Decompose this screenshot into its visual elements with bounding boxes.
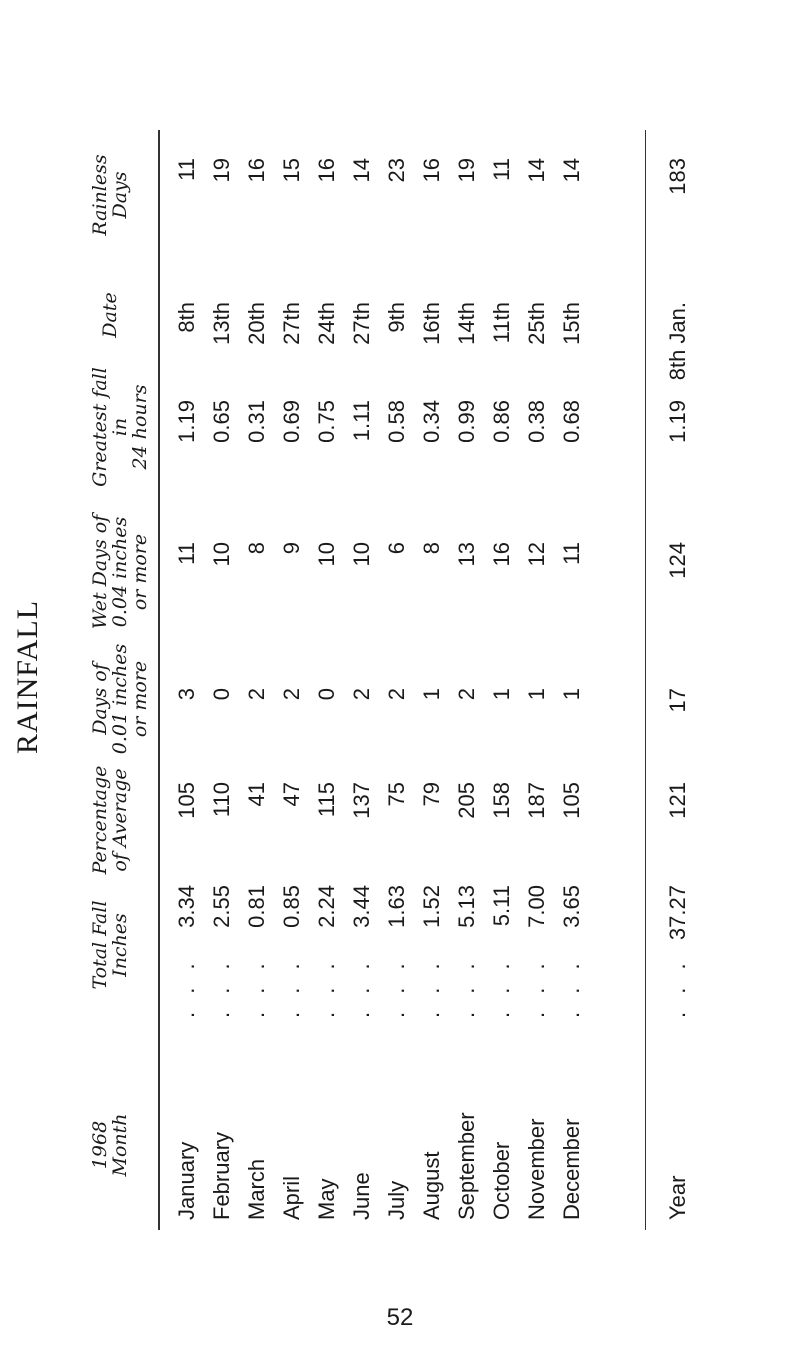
cell-greatest: 0.69 xyxy=(279,400,304,443)
header-total-line1: Total Fall xyxy=(89,900,111,990)
page-title: RAINFALL xyxy=(11,599,44,755)
cell-total: 5.13 xyxy=(454,885,479,928)
header-date-label: Date xyxy=(99,292,121,338)
cell-total: 0.85 xyxy=(279,885,304,928)
cell-date: 15th xyxy=(559,302,584,345)
rainfall-table xyxy=(90,130,730,1230)
cell-month: December xyxy=(559,1118,584,1220)
cell-month: March xyxy=(244,1158,269,1220)
cell-wet: 6 xyxy=(384,542,409,555)
cell-d001: 2 xyxy=(244,688,269,701)
cell-dots: . . . xyxy=(279,957,304,1018)
table-row xyxy=(454,130,490,1230)
header-pct-line1: Percentage xyxy=(89,765,111,875)
cell-dots: . . . xyxy=(559,957,584,1018)
header-rule xyxy=(158,130,160,1230)
table-row xyxy=(419,130,455,1230)
cell-d001: 1 xyxy=(419,688,444,701)
cell-d001: 0 xyxy=(209,688,234,701)
cell-month: November xyxy=(524,1118,549,1220)
cell-month: September xyxy=(454,1112,479,1220)
header-wet-days xyxy=(90,502,150,642)
cell-total: 2.24 xyxy=(314,885,339,928)
header-total-line2: Inches xyxy=(109,913,131,977)
cell-pct: 121 xyxy=(665,782,690,819)
table-row xyxy=(279,130,315,1230)
header-wet-line2: 0.04 inches xyxy=(109,516,131,628)
cell-rainless: 16 xyxy=(419,158,444,183)
cell-rainless: 14 xyxy=(559,158,584,183)
cell-dots: . . . xyxy=(174,957,199,1018)
cell-wet: 124 xyxy=(665,542,690,579)
header-wet-line3: or more xyxy=(129,533,151,611)
header-days-001 xyxy=(90,634,150,764)
cell-wet: 10 xyxy=(314,542,339,567)
header-rainless-line1: Rainless xyxy=(89,154,111,236)
cell-wet: 10 xyxy=(349,542,374,567)
cell-wet: 9 xyxy=(279,542,304,555)
cell-d001: 1 xyxy=(489,688,514,701)
cell-wet: 8 xyxy=(419,542,444,555)
cell-date: 20th xyxy=(244,302,269,345)
table-row xyxy=(489,130,525,1230)
cell-pct: 75 xyxy=(384,782,409,807)
table-row xyxy=(559,130,595,1230)
cell-wet: 13 xyxy=(454,542,479,567)
cell-month: July xyxy=(384,1180,409,1220)
header-month-label: Month xyxy=(109,1113,131,1177)
header-d001-line2: 0.01 inches xyxy=(109,643,131,755)
header-month xyxy=(90,1070,130,1220)
cell-d001: 1 xyxy=(559,688,584,701)
header-greatest-fall xyxy=(90,357,150,497)
cell-total: 3.65 xyxy=(559,885,584,928)
cell-d001: 2 xyxy=(349,688,374,701)
header-pct-line2: of Average xyxy=(109,768,131,872)
cell-total: 37.27 xyxy=(665,885,690,941)
header-greatest-line3: 24 hours xyxy=(129,384,151,470)
cell-pct: 105 xyxy=(559,782,584,819)
cell-pct: 79 xyxy=(419,782,444,807)
cell-total: 7.00 xyxy=(524,885,549,928)
year-rule xyxy=(645,130,646,1230)
cell-rainless: 19 xyxy=(454,158,479,183)
cell-date: 16th xyxy=(419,302,444,345)
cell-dots: . . . xyxy=(384,957,409,1018)
cell-d001: 2 xyxy=(384,688,409,701)
cell-rainless: 14 xyxy=(524,158,549,183)
cell-dots: . . . xyxy=(454,957,479,1018)
cell-month: June xyxy=(349,1172,374,1220)
cell-rainless: 11 xyxy=(489,158,514,181)
cell-date: 13th xyxy=(209,302,234,345)
cell-date: 9th xyxy=(384,302,409,333)
cell-greatest: 0.31 xyxy=(244,400,269,443)
cell-dots: . . . xyxy=(489,957,514,1018)
cell-rainless: 16 xyxy=(314,158,339,183)
cell-dots: . . . xyxy=(244,957,269,1018)
cell-d001: 2 xyxy=(454,688,479,701)
cell-date: 14th xyxy=(454,302,479,345)
cell-pct: 115 xyxy=(314,782,339,818)
cell-month: October xyxy=(489,1141,514,1220)
cell-month: Year xyxy=(665,1175,690,1220)
header-d001-line1: Days of xyxy=(89,663,111,735)
cell-total: 1.63 xyxy=(384,885,409,928)
cell-pct: 110 xyxy=(209,782,234,818)
header-wet-line1: Wet Days of xyxy=(89,514,111,630)
cell-d001: 1 xyxy=(524,688,549,701)
cell-dots: . . . xyxy=(524,957,549,1018)
table-row xyxy=(349,130,385,1230)
cell-pct: 187 xyxy=(524,782,549,819)
cell-total: 1.52 xyxy=(419,885,444,928)
cell-rainless: 15 xyxy=(279,158,304,183)
cell-month: August xyxy=(419,1151,444,1220)
cell-greatest: 1.19 xyxy=(174,400,199,443)
cell-total: 5.11 xyxy=(489,885,514,927)
header-date xyxy=(100,270,120,360)
cell-date: 27th xyxy=(349,302,374,345)
table-row xyxy=(174,130,210,1230)
table-row xyxy=(209,130,245,1230)
cell-dots: . . . xyxy=(314,957,339,1018)
cell-rainless: 19 xyxy=(209,158,234,183)
cell-greatest: 0.34 xyxy=(419,400,444,443)
cell-d001: 17 xyxy=(665,688,690,713)
table-row xyxy=(524,130,560,1230)
header-year-label: 1968 xyxy=(89,1120,111,1170)
header-d001-line3: or more xyxy=(129,660,151,738)
cell-greatest: 0.65 xyxy=(209,400,234,443)
header-percentage xyxy=(90,750,130,890)
table-row xyxy=(244,130,280,1230)
cell-total: 3.44 xyxy=(349,885,374,928)
cell-wet: 16 xyxy=(489,542,514,567)
cell-d001: 2 xyxy=(279,688,304,701)
cell-total: 3.34 xyxy=(174,885,199,928)
cell-pct: 41 xyxy=(244,782,269,807)
cell-rainless: 14 xyxy=(349,158,374,183)
cell-month: April xyxy=(279,1175,304,1220)
cell-greatest: 0.58 xyxy=(384,400,409,443)
year-total-row xyxy=(665,130,701,1230)
header-total-fall xyxy=(90,875,130,1015)
cell-greatest: 0.86 xyxy=(489,400,514,443)
header-greatest-line2: in xyxy=(109,417,131,437)
table-row xyxy=(314,130,350,1230)
cell-greatest: 1.11 xyxy=(349,400,374,442)
header-rainless-line2: Days xyxy=(109,171,131,219)
cell-rainless: 183 xyxy=(665,158,690,195)
cell-greatest: 0.68 xyxy=(559,400,584,443)
cell-greatest: 0.38 xyxy=(524,400,549,443)
cell-total: 2.55 xyxy=(209,885,234,928)
cell-dots: . . . xyxy=(209,957,234,1018)
cell-d001: 0 xyxy=(314,688,339,701)
cell-date: 24th xyxy=(314,302,339,345)
page-number: 52 xyxy=(386,1304,414,1331)
cell-pct: 158 xyxy=(489,782,514,819)
cell-date: 25th xyxy=(524,302,549,345)
cell-month: February xyxy=(209,1131,234,1220)
header-greatest-line1: Greatest fall xyxy=(89,367,111,487)
cell-dots: . . . xyxy=(665,957,690,1018)
cell-d001: 3 xyxy=(174,688,199,701)
cell-pct: 137 xyxy=(349,782,374,819)
cell-wet: 10 xyxy=(209,542,234,567)
cell-wet: 8 xyxy=(244,542,269,555)
cell-month: May xyxy=(314,1178,339,1220)
header-rainless xyxy=(90,140,130,250)
cell-pct: 205 xyxy=(454,782,479,819)
cell-dots: . . . xyxy=(349,957,374,1018)
cell-pct: 47 xyxy=(279,782,304,807)
cell-greatest: 0.75 xyxy=(314,400,339,443)
cell-month: January xyxy=(174,1141,199,1220)
cell-rainless: 11 xyxy=(174,158,199,181)
cell-date: 11th xyxy=(489,302,514,344)
cell-pct: 105 xyxy=(174,782,199,819)
cell-greatest: 1.19 xyxy=(665,400,690,443)
cell-date: 8th Jan. xyxy=(665,302,690,381)
cell-date: 8th xyxy=(174,302,199,333)
cell-date: 27th xyxy=(279,302,304,345)
cell-wet: 11 xyxy=(174,542,199,565)
cell-wet: 11 xyxy=(559,542,584,565)
cell-total: 0.81 xyxy=(244,885,269,928)
cell-dots: . . . xyxy=(419,957,444,1018)
cell-wet: 12 xyxy=(524,542,549,567)
cell-rainless: 16 xyxy=(244,158,269,183)
table-row xyxy=(384,130,420,1230)
cell-greatest: 0.99 xyxy=(454,400,479,443)
cell-rainless: 23 xyxy=(384,158,409,183)
